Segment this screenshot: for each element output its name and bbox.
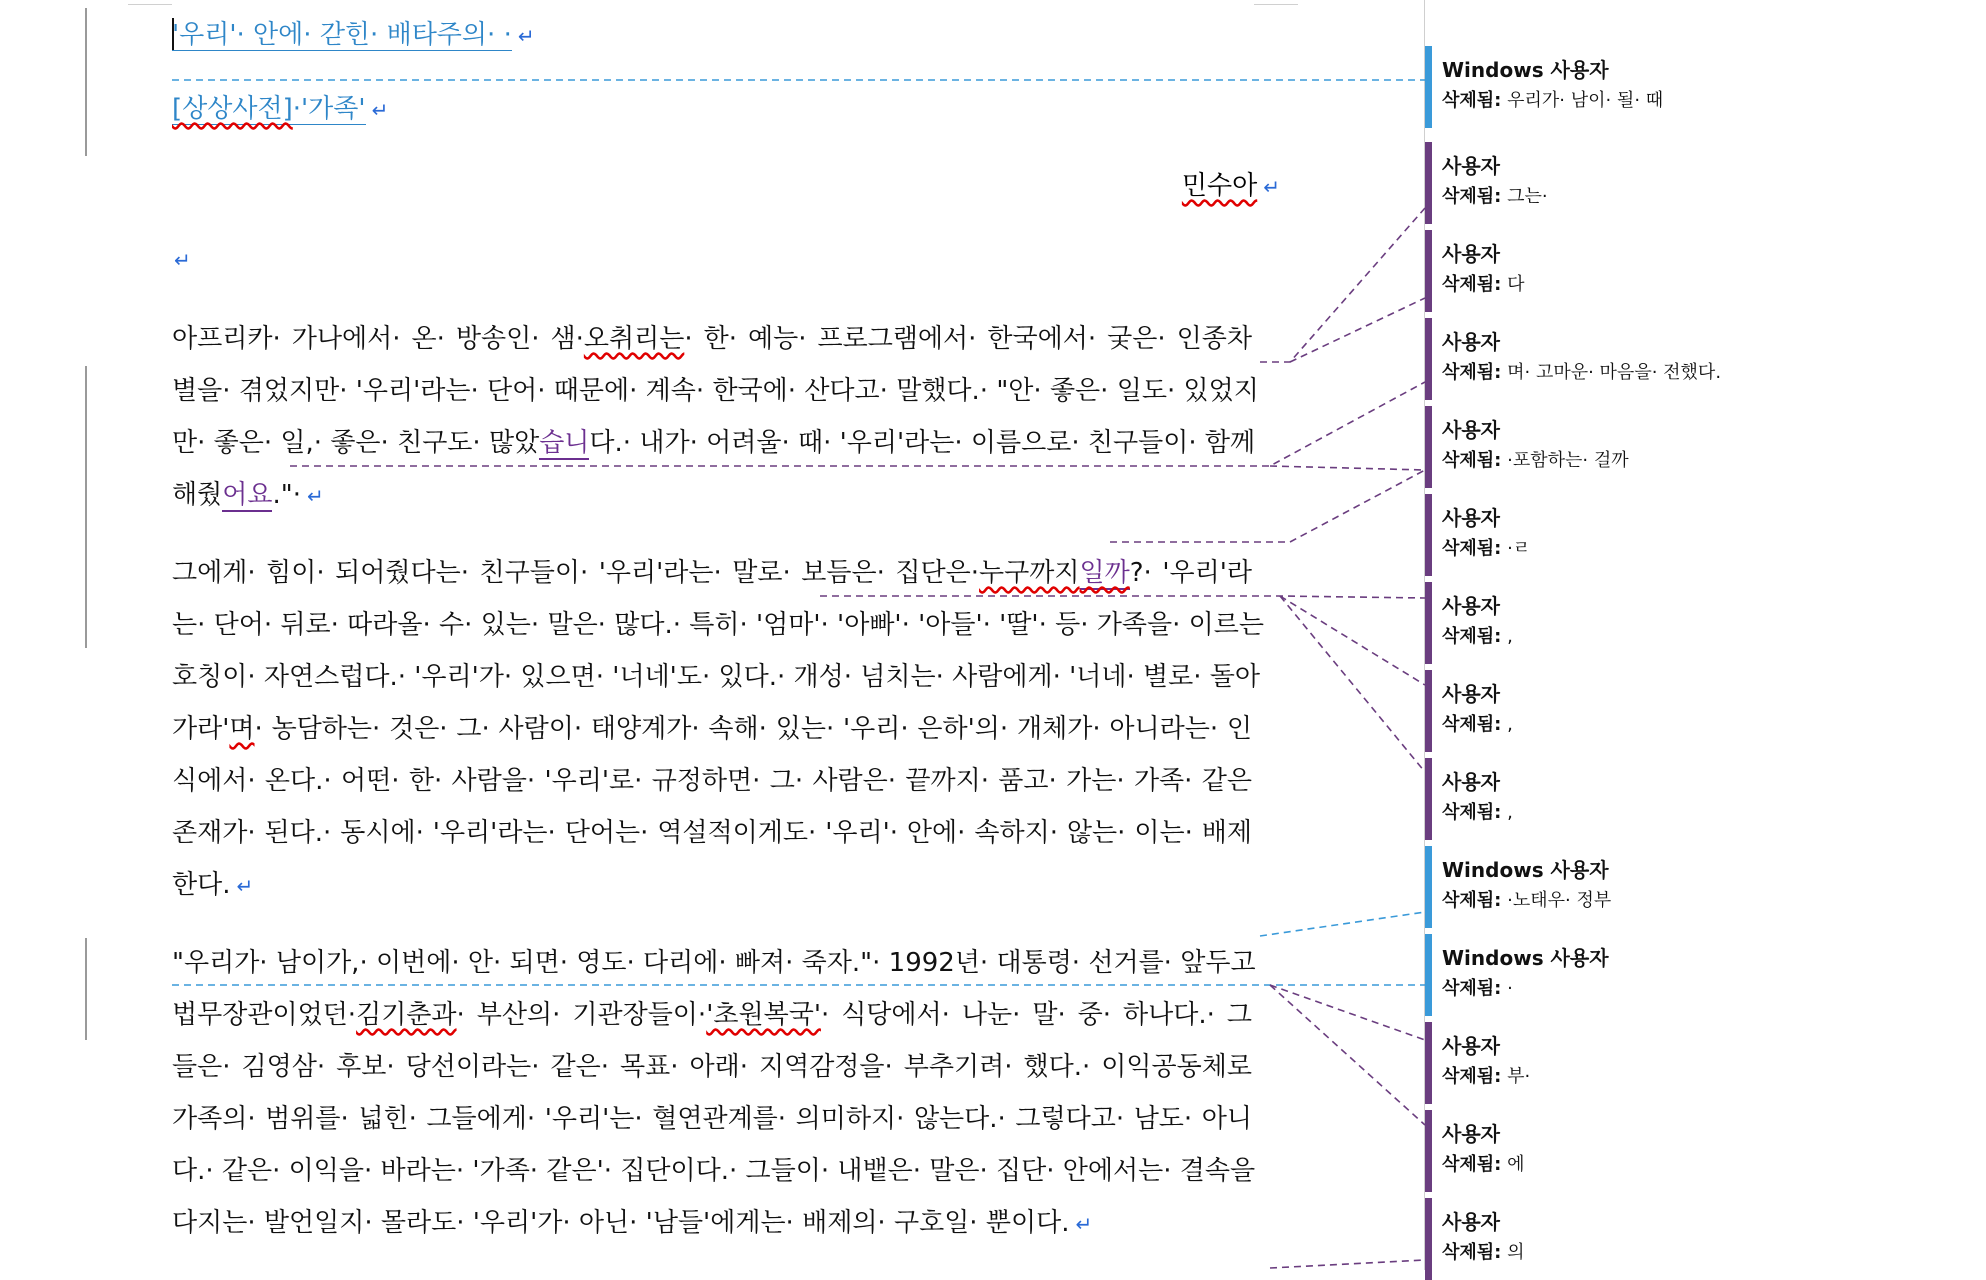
page-corner-mark [128, 0, 172, 5]
balloon-author: 사용자 [1442, 594, 1500, 618]
balloon-author: Windows 사용자 [1442, 946, 1609, 970]
balloon-color-bar [1425, 142, 1432, 224]
deleted-label: 삭제됨: [1442, 626, 1502, 647]
deleted-content: ·노태우· 정부 [1507, 890, 1612, 911]
balloon-author: Windows 사용자 [1442, 58, 1609, 82]
title-hyperlink[interactable]: '우리'· 안에· 갇힌· 배타주의· · [172, 20, 512, 50]
deleted-label: 삭제됨: [1442, 890, 1502, 911]
deleted-label: 삭제됨: [1442, 90, 1502, 111]
balloon-author: 사용자 [1442, 242, 1500, 266]
spelling-flag: 며 [229, 714, 255, 744]
deleted-label: 삭제됨: [1442, 714, 1502, 735]
balloon-deleted-text [1442, 270, 1525, 296]
deleted-label: 삭제됨: [1442, 450, 1502, 471]
author-name: 민수아 [1181, 171, 1258, 201]
para2-line7[interactable] [172, 864, 1252, 901]
revision-balloon[interactable] [1425, 142, 1985, 224]
balloon-deleted-text [1442, 182, 1548, 208]
balloon-author: 사용자 [1442, 506, 1500, 530]
para1-line4[interactable] [172, 474, 1252, 511]
text-run: 그에게· 힘이· 되어줬다는· 친구들이· '우리'라는· 말로· 보듬은· 집단은· [172, 558, 980, 588]
spelling-flag: 누구까지 [979, 558, 1080, 588]
revision-balloon[interactable] [1425, 494, 1985, 576]
text-run: 가족의· 범위를· 넓힌· 그들에게· '우리'는· 혈연관계를· 의미하지· 않는다.· 그렇다고· 남도· 아니 [172, 1104, 1252, 1134]
deleted-label: 삭제됨: [1442, 186, 1502, 207]
text-run: 다지는· 발언일지· 몰라도· '우리'가· 아닌· '남들'에게는· 배제의· 구호일· 뿐이다. [172, 1208, 1070, 1238]
paragraph-mark-icon: ↵ [174, 248, 191, 272]
text-run: 별을· 겪었지만· '우리'라는· 단어· 때문에· 계속· 한국에· 산다고· 말했다.· "안· 좋은· 일도· 있었지 [172, 376, 1259, 406]
revision-balloon[interactable] [1425, 230, 1985, 312]
change-bar [85, 8, 87, 156]
paragraph-mark-icon: ↵ [306, 484, 324, 508]
deleted-content: 우리가· 남이· 될· 때 [1507, 90, 1664, 111]
balloon-author: 사용자 [1442, 770, 1500, 794]
balloon-deleted-text [1442, 1150, 1525, 1176]
balloon-color-bar [1425, 846, 1432, 928]
balloon-color-bar [1425, 582, 1432, 664]
deleted-label: 삭제됨: [1442, 1154, 1502, 1175]
para2-line4[interactable] [172, 708, 1252, 745]
para2-line5[interactable] [172, 760, 1252, 797]
deleted-content: ·포함하는· 걸까 [1507, 450, 1629, 471]
paragraph-mark-icon: ↵ [371, 98, 389, 122]
text-run: 만· 좋은· 일,· 좋은· 친구도· 많았 [172, 428, 540, 458]
deleted-content: · [1507, 978, 1513, 999]
deleted-label: 삭제됨: [1442, 362, 1502, 383]
spelling-flag: '초원복국' [706, 1000, 821, 1030]
para2-line1[interactable] [172, 552, 1252, 589]
text-run: · 한· 예능· 프로그램에서· 한국에서· 궂은· 인종차 [684, 324, 1253, 354]
para3-line6[interactable] [172, 1202, 1252, 1239]
balloon-color-bar [1425, 1110, 1432, 1192]
revision-balloon[interactable] [1425, 1110, 1985, 1192]
para3-line2[interactable] [172, 994, 1252, 1031]
author-line[interactable] [172, 165, 1280, 202]
para3-line3[interactable] [172, 1046, 1252, 1083]
balloon-author: 사용자 [1442, 1122, 1500, 1146]
text-run: ."· [272, 480, 301, 510]
balloon-author: 사용자 [1442, 330, 1500, 354]
para2-line3[interactable] [172, 656, 1261, 693]
balloon-color-bar [1425, 1022, 1432, 1104]
text-run: 해줬 [172, 480, 223, 510]
paragraph-mark-icon: ↵ [1263, 175, 1280, 199]
balloon-author: 사용자 [1442, 1210, 1500, 1234]
deleted-label: 삭제됨: [1442, 802, 1502, 823]
balloon-deleted-text [1442, 86, 1663, 112]
revision-balloon[interactable] [1425, 846, 1985, 928]
balloon-author: Windows 사용자 [1442, 858, 1609, 882]
para1-line1[interactable] [172, 318, 1252, 355]
para1-line3[interactable] [172, 422, 1256, 459]
text-run: 아프리카· 가나에서· 온· 방송인· 샘· [172, 324, 584, 354]
deleted-content: ·ㄹ [1507, 538, 1531, 559]
text-run: 다.· 같은· 이익을· 바라는· '가족· 같은'· 집단이다.· 그들이· 내뱉은· 말은· 집단· 안에서는· 결속을 [172, 1156, 1256, 1186]
para2-line6[interactable] [172, 812, 1252, 849]
para3-line5[interactable] [172, 1150, 1256, 1187]
balloon-color-bar [1425, 758, 1432, 840]
revision-balloon[interactable] [1425, 318, 1985, 400]
subtitle-hyperlink-category[interactable]: [상상사전] [172, 94, 293, 124]
balloon-color-bar [1425, 934, 1432, 1016]
document-subtitle[interactable] [172, 88, 1252, 125]
balloon-deleted-text [1442, 974, 1513, 1000]
text-run: · 부산의· 기관장들이· [456, 1000, 707, 1030]
deleted-content: 그는· [1507, 186, 1548, 207]
revision-balloon[interactable] [1425, 46, 1985, 128]
balloon-deleted-text [1442, 1062, 1530, 1088]
text-run: · 식당에서· 나눈· 말· 중· 하나다.· 그 [820, 1000, 1252, 1030]
revision-balloon[interactable] [1425, 1022, 1985, 1104]
spelling-flag: 김기춘과 [356, 1000, 457, 1030]
balloon-author: 사용자 [1442, 1034, 1500, 1058]
balloon-author: 사용자 [1442, 682, 1500, 706]
deleted-label: 삭제됨: [1442, 274, 1502, 295]
text-run: · 농담하는· 것은· 그· 사람이· 태양계가· 속해· 있는· '우리· 은하'의· 개체가· 아니라는· 인 [254, 714, 1252, 744]
balloon-color-bar [1425, 1198, 1432, 1280]
text-run: 가라' [172, 714, 230, 744]
deleted-content: 다 [1507, 274, 1525, 295]
change-bar [85, 366, 87, 648]
deleted-label: 삭제됨: [1442, 1066, 1502, 1087]
text-run: 다.· 내가· 어려울· 때· '우리'라는· 이름으로· 친구들이· 함께 [589, 428, 1256, 458]
deleted-content: 의 [1507, 1242, 1525, 1263]
revision-balloon[interactable] [1425, 670, 1985, 752]
para1-line2[interactable] [172, 370, 1259, 407]
revision-balloon[interactable] [1425, 582, 1985, 664]
balloon-color-bar [1425, 230, 1432, 312]
balloon-color-bar [1425, 406, 1432, 488]
text-run: "우리가· 남이가,· 이번에· 안· 되면· 영도· 다리에· 빠져· 죽자."· 1992년· 대통령· 선거를· 앞두고 [172, 948, 1256, 978]
balloon-deleted-text [1442, 622, 1513, 648]
page-corner-mark [1254, 0, 1298, 5]
revision-balloon[interactable] [1425, 1198, 1985, 1280]
deleted-content: 며· 고마운· 마음을· 전했다. [1507, 362, 1722, 383]
deleted-content: , [1507, 714, 1513, 735]
deleted-content: 부· [1507, 1066, 1531, 1087]
revision-balloon[interactable] [1425, 758, 1985, 840]
deleted-content: , [1507, 626, 1513, 647]
deleted-label: 삭제됨: [1442, 538, 1502, 559]
deleted-label: 삭제됨: [1442, 1242, 1502, 1263]
balloon-author: 사용자 [1442, 154, 1500, 178]
balloon-deleted-text [1442, 534, 1530, 560]
spelling-flag: 오취리는 [583, 324, 685, 354]
text-run: 들은· 김영삼· 후보· 당선이라는· 같은· 목표· 아래· 지역감정을· 부추기려· 했다.· 이익공동체로 [172, 1052, 1252, 1082]
change-bar [85, 938, 87, 1040]
balloon-deleted-text [1442, 358, 1721, 384]
text-run: 는· 단어· 뒤로· 따라올· 수· 있는· 말은· 많다.· 특히· '엄마'· '아빠'· '아들'· '딸'· 등· 가족을· 이르는 [172, 610, 1264, 640]
empty-paragraph[interactable] [172, 244, 1252, 274]
paragraph-mark-icon: ↵ [517, 24, 535, 48]
deleted-label: 삭제됨: [1442, 978, 1502, 999]
paragraph-mark-icon: ↵ [1075, 1212, 1093, 1236]
revision-balloon[interactable] [1425, 934, 1985, 1016]
text-run: 법무장관이었던· [172, 1000, 357, 1030]
para3-line1[interactable] [172, 942, 1256, 979]
deleted-content: , [1507, 802, 1513, 823]
balloon-deleted-text [1442, 446, 1629, 472]
balloon-deleted-text [1442, 1238, 1525, 1264]
balloon-deleted-text [1442, 710, 1513, 736]
balloon-color-bar [1425, 318, 1432, 400]
tracked-insertion: 어요 [222, 480, 273, 510]
para3-line4[interactable] [172, 1098, 1252, 1135]
subtitle-hyperlink-topic[interactable]: ·'가족' [292, 94, 366, 124]
text-run: 존재가· 된다.· 동시에· '우리'라는· 단어는· 역설적이게도· '우리'· 안에· 속하지· 않는· 이는· 배제 [172, 818, 1252, 848]
text-run: ?· '우리'라 [1129, 558, 1252, 588]
balloon-author: 사용자 [1442, 418, 1500, 442]
para2-line2[interactable] [172, 604, 1264, 641]
text-run: 호칭이· 자연스럽다.· '우리'가· 있으면· '너네'도· 있다.· 개성· 넘치는· 사람에게· '너네· 별로· 돌아 [172, 662, 1261, 692]
deleted-content: 에 [1507, 1154, 1525, 1175]
document-title[interactable] [172, 14, 1252, 51]
balloon-deleted-text [1442, 798, 1513, 824]
balloon-color-bar [1425, 46, 1432, 128]
balloon-color-bar [1425, 670, 1432, 752]
revision-balloon[interactable] [1425, 406, 1985, 488]
tracked-insertion: 습니 [539, 428, 590, 458]
text-run: 한다. [172, 870, 231, 900]
paragraph-mark-icon: ↵ [236, 874, 254, 898]
tracked-insertion: 일까 [1079, 558, 1130, 588]
text-run: 식에서· 온다.· 어떤· 한· 사람을· '우리'로· 규정하면· 그· 사람은· 끝까지· 품고· 가는· 가족· 같은 [172, 766, 1252, 796]
balloon-deleted-text [1442, 886, 1611, 912]
balloon-color-bar [1425, 494, 1432, 576]
